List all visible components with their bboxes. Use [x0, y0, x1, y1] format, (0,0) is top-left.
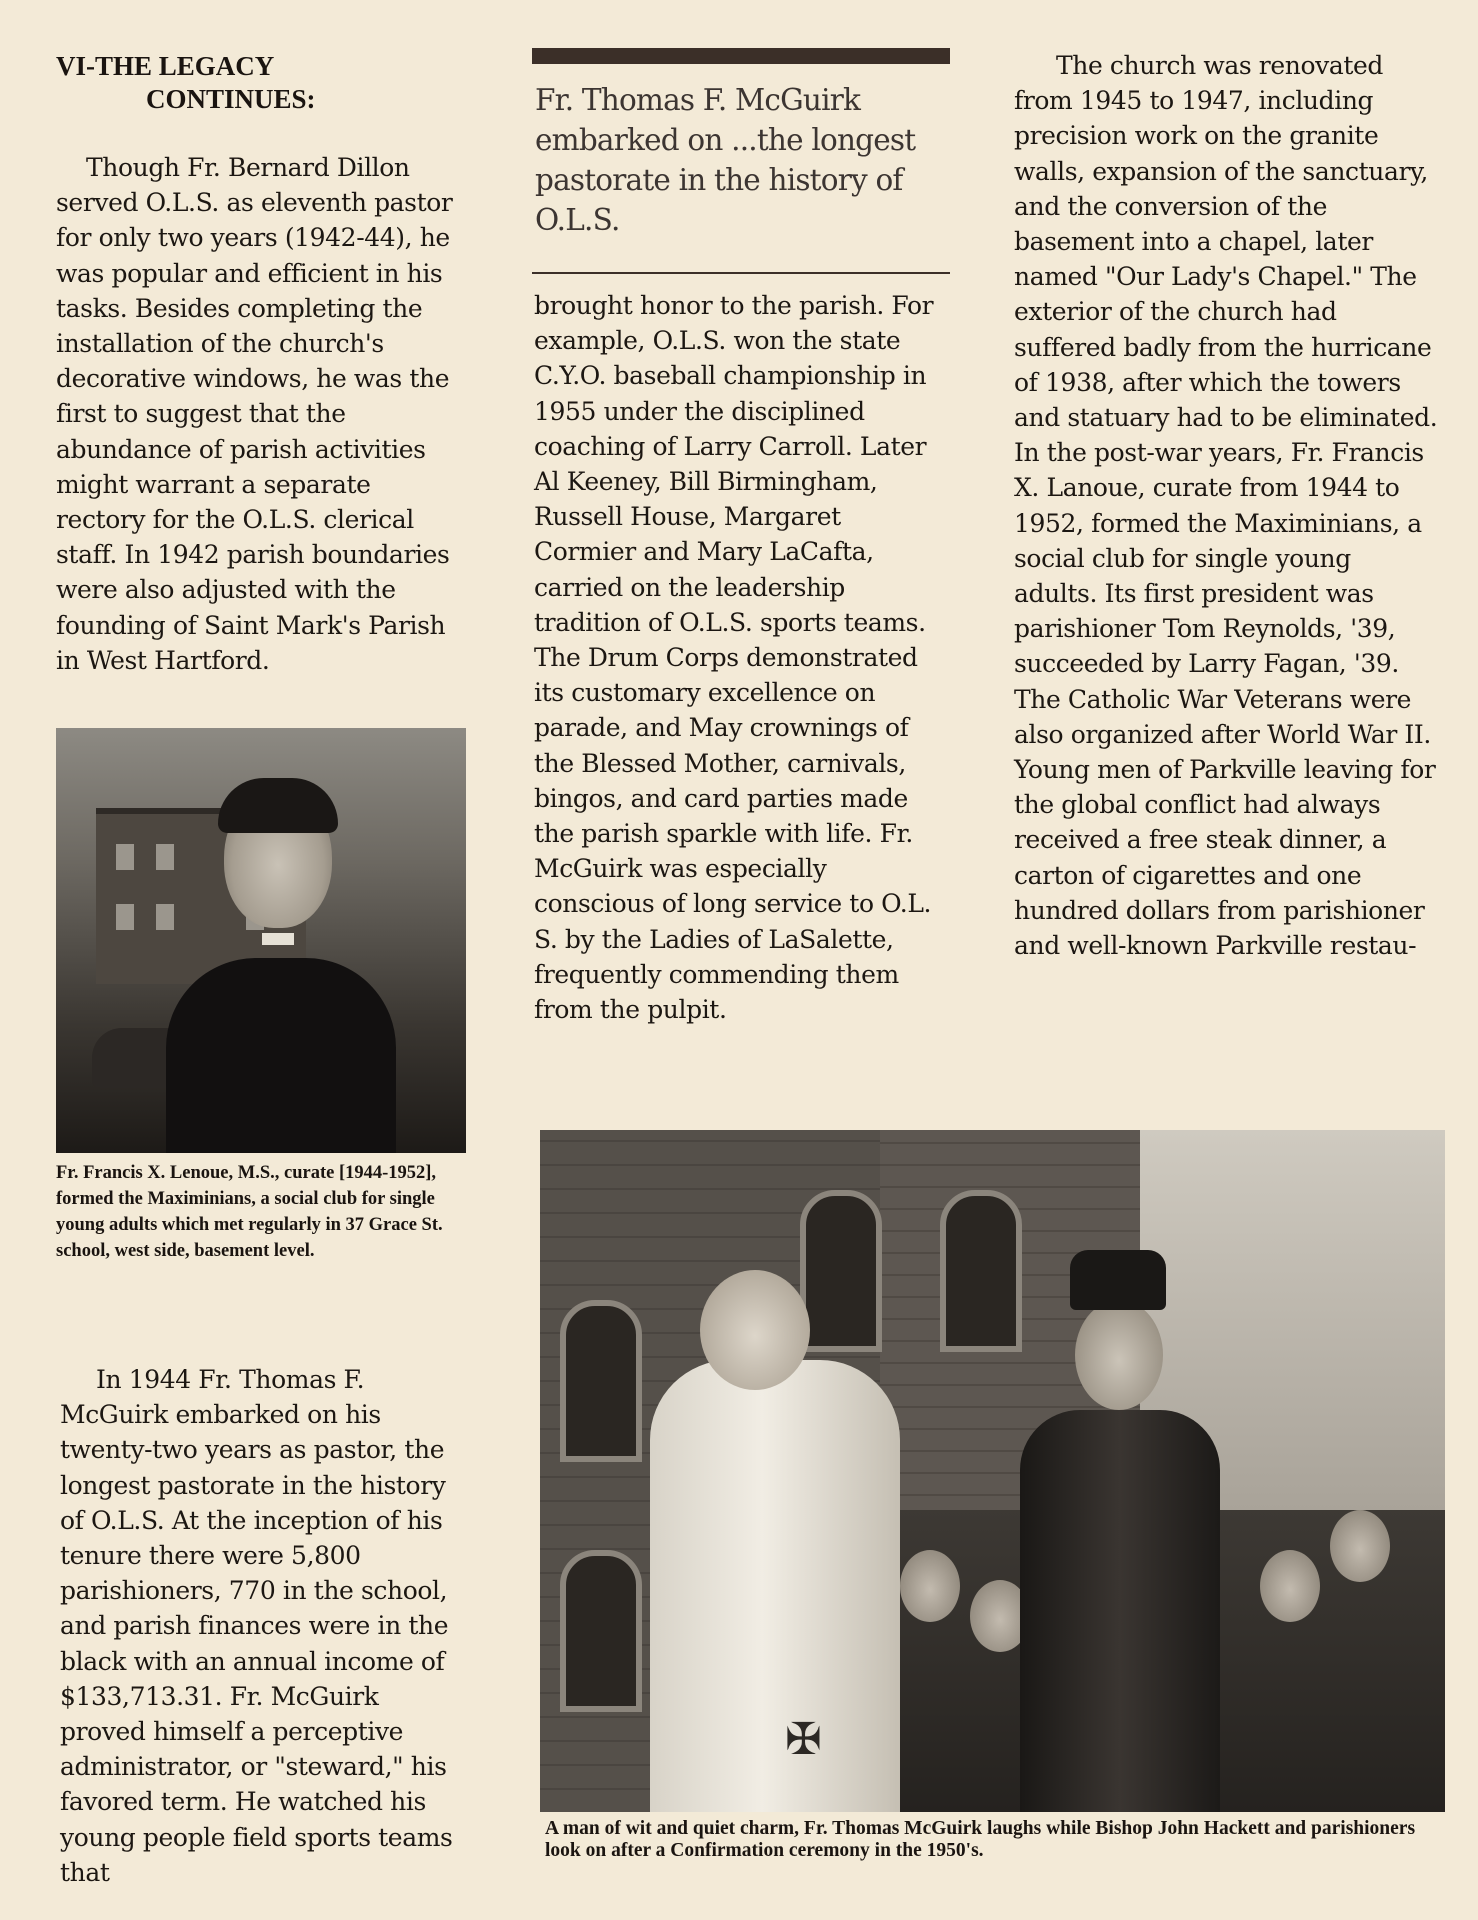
photo-bishop-biretta [1070, 1250, 1166, 1310]
sports-paragraph: brought honor to the parish. For example, O.L.S. won the state C.Y.O. baseball championship in 1955 under the disciplined coaching of Larry Carroll. Later Al Keeney, Bill Birmingham, Russell House, Margaret Cormier and Mary LaCafta, carried on the leadership tradition of O.L.S. sports teams. The Drum Corps demonstrated its customary excellence on parade, and May crownings of the Blessed Mother, carnivals, bingos, and card parties made the parish sparkle with life. Fr. McGuirk was especially conscious of long service to O.L. S. by the Ladies of LaSalette, frequently commending them from the pulpit. [534, 291, 934, 1025]
cross-icon: ✠ [785, 1714, 822, 1765]
photo-priest-hair [218, 778, 338, 833]
photo-onlooker [1260, 1550, 1320, 1622]
dillon-paragraph: Though Fr. Bernard Dillon served O.L.S. as eleventh pastor for only two years (1942-44), he was popular and efficient in his tasks. Besides completing the installation of the church's decorative windows, he was the first to suggest that the abundance of parish activities might warrant a separate rectory for the O.L.S. clerical staff. In 1942 parish boundaries were also adjusted with the founding of Saint Mark's Parish in West Hartford. [56, 153, 453, 675]
section-heading [56, 50, 376, 116]
pull-quote-top-rule [532, 48, 950, 64]
section-heading-line1: VI-THE LEGACY [56, 51, 275, 81]
lenoue-photo [56, 728, 466, 1153]
section-heading-line2: CONTINUES: [146, 84, 316, 114]
photo-bishop-robe [1020, 1410, 1220, 1812]
photo-arched-window [940, 1190, 1022, 1352]
photo-onlooker [900, 1550, 960, 1622]
photo-priest-head [700, 1270, 810, 1390]
confirmation-photo [540, 1130, 1445, 1812]
renovation-paragraph: The church was renovated from 1945 to 1947, including precision work on the granite walls, expansion of the sanctuary, and the conversion of the basement into a chapel, later named "Our Lady's Chapel." The exterior of the church had suffered badly from the hurricane of 1938, after which the towers and statuary had to be eliminated. In the post-war years, Fr. Francis X. Lanoue, curate from 1944 to 1952, formed the Maximinians, a social club for single young adults. Its first president was parishioner Tom Reynolds, '39, succeeded by Larry Fagan, '39. The Catholic War Veterans were also organized after World War II. Young men of Parkville leaving for the global conflict had always received a free steak dinner, a carton of cigarettes and one hundred dollars from parishioner and well-known Parkville restau- [1014, 51, 1438, 961]
photo-priest-body [166, 958, 396, 1153]
pull-quote-bottom-rule [532, 272, 950, 274]
photo-bishop-head [1075, 1300, 1163, 1410]
photo-onlooker [1330, 1510, 1390, 1582]
confirmation-photo-caption: A man of wit and quiet charm, Fr. Thomas McGuirk laughs while Bishop John Hackett and parishioners look on after a Confirmation ceremony in the 1950's. [545, 1818, 1416, 1861]
photo-priest-collar [262, 933, 294, 945]
lenoue-photo-caption: Fr. Francis X. Lenoue, M.S., curate [1944-1952], formed the Maximinians, a social club for single young adults which met regularly in 37 Grace St. school, west side, basement level. [56, 1163, 443, 1261]
photo-arched-window [800, 1190, 882, 1352]
pull-quote: Fr. Thomas F. McGuirk embarked on ...the longest pastorate in the history of O.L.S. [535, 83, 916, 237]
mcguirk-paragraph: In 1944 Fr. Thomas F. McGuirk embarked on his twenty-two years as pastor, the longest pastorate in the history of O.L.S. At the inception of his tenure there were 5,800 parishioners, 770 in the school, and parish finances were in the black with an annual income of $133,713.31. Fr. McGuirk proved himself a perceptive administrator, or "steward," his favored term. He watched his young people field sports teams that [60, 1365, 453, 1887]
photo-priest-robe [650, 1360, 900, 1812]
photo-arched-window [560, 1550, 642, 1712]
photo-arched-window [560, 1300, 642, 1462]
